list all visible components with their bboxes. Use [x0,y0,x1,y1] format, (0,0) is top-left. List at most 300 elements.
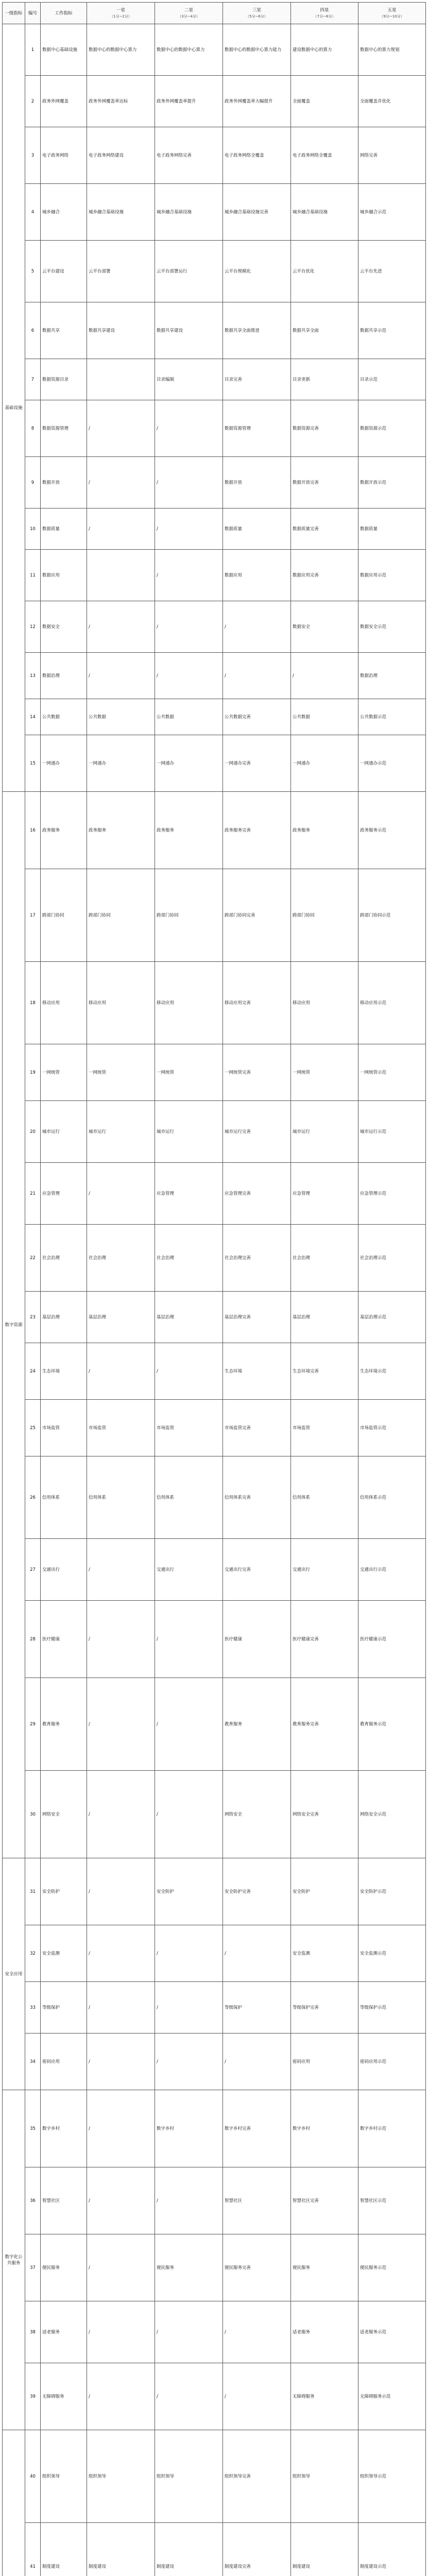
level-3-criteria: / [223,601,291,653]
level-3-criteria: / [223,2301,291,2363]
header-level-4-range: （7分~8分） [313,14,336,19]
task-name: 数据应用 [41,550,87,601]
level-4-criteria: 市场监管 [291,1400,358,1456]
level-4-criteria: 跨部门协同 [291,869,358,962]
level-1-criteria: 制度建设 [87,2523,155,2576]
header-row [3,3,426,24]
table-row [3,509,426,550]
level-4-criteria: 数据共享全面 [291,302,358,359]
level-3-criteria: 基层治理完善 [223,1292,291,1343]
header-level-5-name: 五星 [387,7,397,13]
level-4-criteria: 数据质量完善 [291,509,358,550]
level-2-criteria: 云平台部署运行 [155,241,223,302]
row-number: 10 [25,509,41,550]
level-1-criteria: / [87,400,155,457]
table-row [3,2167,426,2234]
level-1-criteria: / [87,601,155,653]
table-row [3,184,426,241]
level-1-criteria [87,550,155,601]
level-5-criteria: 全面覆盖并优化 [358,76,426,127]
table-row [3,1456,426,1539]
level-1-criteria: 城市运行 [87,1101,155,1163]
table-row [3,2234,426,2301]
level-4-criteria: 应急管理 [291,1163,358,1225]
table-row [3,1601,426,1678]
header-task: 工作指标 [41,3,87,24]
task-name: 制度建设 [41,2523,87,2576]
level-1-criteria: 公共数据 [87,699,155,735]
level-2-criteria: / [155,1982,223,2033]
row-number: 19 [25,1044,41,1101]
level-3-criteria: 数据中心的数据中心算力能力 [223,24,291,76]
row-number: 26 [25,1456,41,1539]
row-number: 8 [25,400,41,457]
header-level-3 [223,3,291,24]
level-3-criteria: 安全防护完善 [223,1858,291,1925]
row-number: 22 [25,1225,41,1292]
level-5-criteria: 安全监测示范 [358,1925,426,1982]
header-number: 编号 [25,3,41,24]
level-5-criteria: 城乡融合示范 [358,184,426,241]
level-1-criteria: 移动应用 [87,962,155,1044]
task-name: 城市运行 [41,1101,87,1163]
table-row [3,653,426,699]
level-5-criteria: 数据治理 [358,653,426,699]
level-2-criteria: 公共数据 [155,699,223,735]
level-3-criteria: 数字乡村完善 [223,2090,291,2167]
table-row [3,457,426,509]
level-1-criteria: / [87,1539,155,1601]
level-1-criteria: / [87,1678,155,1771]
task-name: 应急管理 [41,1163,87,1225]
task-name: 交通出行 [41,1539,87,1601]
task-name: 生态环境 [41,1343,87,1400]
level-2-criteria: / [155,2033,223,2090]
table-row [3,1292,426,1343]
level-2-criteria: 应急管理 [155,1163,223,1225]
level-1-criteria: 数据共享建设 [87,302,155,359]
level-2-criteria: 交通出行 [155,1539,223,1601]
level-4-criteria: 组织领导 [291,2430,358,2523]
level-5-criteria: 一网统管示范 [358,1044,426,1101]
table-row [3,1925,426,1982]
level-4-criteria: 智慧社区完善 [291,2167,358,2234]
table-row [3,76,426,127]
level-1-criteria: / [87,509,155,550]
level-1-criteria: 社会治理 [87,1225,155,1292]
table-row [3,1044,426,1101]
row-number: 17 [25,869,41,962]
level-1-criteria: 电子政务网络建设 [87,127,155,184]
level-4-criteria: 建设数据中心的算力 [291,24,358,76]
level-3-criteria: 政务服务完善 [223,792,291,869]
level-1-criteria: / [87,2090,155,2167]
level-2-criteria: / [155,509,223,550]
level-5-criteria: 一网通办示范 [358,735,426,792]
level-4-criteria: 数据安全 [291,601,358,653]
level-5-criteria: 无障碍服务示范 [358,2363,426,2430]
task-name: 数据安全 [41,601,87,653]
level-5-criteria: 智慧社区示范 [358,2167,426,2234]
task-name: 跨部门协同 [41,869,87,962]
level-1-criteria: 一网统管 [87,1044,155,1101]
level-1-criteria: / [87,2234,155,2301]
level-4-criteria: 政务服务 [291,792,358,869]
level-2-criteria: / [155,2301,223,2363]
table-row [3,1343,426,1400]
task-name: 电子政务网络 [41,127,87,184]
level-3-criteria: 一网通办完善 [223,735,291,792]
level-3-criteria: / [223,2363,291,2430]
category-cell: 数字资源 [3,792,25,1858]
level-1-criteria: 一网通办 [87,735,155,792]
row-number: 14 [25,699,41,735]
level-2-criteria: 政务外网覆盖率提升 [155,76,223,127]
level-2-criteria: 目录编制 [155,359,223,400]
level-1-criteria: 信用体系 [87,1456,155,1539]
task-name: 无障碍服务 [41,2363,87,2430]
table-row [3,792,426,869]
level-1-criteria: 基层治理 [87,1292,155,1343]
level-5-criteria: 信用体系示范 [358,1456,426,1539]
level-2-criteria: / [155,550,223,601]
table-row [3,735,426,792]
level-1-criteria: 城乡融合基础设施 [87,184,155,241]
level-1-criteria: / [87,2301,155,2363]
level-5-criteria: 制度建设示范 [358,2523,426,2576]
table-row [3,1771,426,1858]
row-number: 11 [25,550,41,601]
header-level-1 [87,3,155,24]
level-2-criteria: 电子政务网络完善 [155,127,223,184]
level-5-criteria: 教育服务示范 [358,1678,426,1771]
level-1-criteria: 跨部门协同 [87,869,155,962]
level-4-criteria: 密码应用 [291,2033,358,2090]
task-name: 基层治理 [41,1292,87,1343]
level-1-criteria: / [87,1163,155,1225]
table-row [3,2090,426,2167]
level-2-criteria: 数据中心的数据中心算力 [155,24,223,76]
level-2-criteria: 数字乡村 [155,2090,223,2167]
level-5-criteria: 跨部门协同示范 [358,869,426,962]
level-1-criteria: / [87,2363,155,2430]
category-cell: 安全应用 [3,1858,25,2090]
level-2-criteria: / [155,653,223,699]
row-number: 32 [25,1925,41,1982]
level-2-criteria: / [155,1678,223,1771]
level-2-criteria: 政务服务 [155,792,223,869]
level-3-criteria: 政务外网覆盖率大幅提升 [223,76,291,127]
level-1-criteria: 组织领导 [87,2430,155,2523]
task-name: 社会治理 [41,1225,87,1292]
level-2-criteria: 市场监管 [155,1400,223,1456]
level-5-criteria: 云平台先进 [358,241,426,302]
row-number: 33 [25,1982,41,2033]
row-number: 13 [25,653,41,699]
table-body [3,24,426,2576]
row-number: 27 [25,1539,41,1601]
level-3-criteria: 数据开放 [223,457,291,509]
table-row [3,2301,426,2363]
level-4-criteria: / [291,653,358,699]
table-row [3,2363,426,2430]
category-cell: 基础设施 [3,24,25,792]
level-3-criteria: 城市运行完善 [223,1101,291,1163]
row-number: 38 [25,2301,41,2363]
level-5-criteria: 安全防护示范 [358,1858,426,1925]
task-name: 数据治理 [41,653,87,699]
table-row [3,601,426,653]
task-name: 政务外网覆盖 [41,76,87,127]
row-number: 31 [25,1858,41,1925]
header-level-3-range: （5分~6分） [246,14,268,19]
level-2-criteria: / [155,400,223,457]
level-1-criteria: / [87,457,155,509]
level-4-criteria: 云平台优化 [291,241,358,302]
level-1-criteria: / [87,2167,155,2234]
task-name: 安全防护 [41,1858,87,1925]
level-2-criteria: 数据共享建设 [155,302,223,359]
task-name: 一网统管 [41,1044,87,1101]
level-2-criteria: / [155,1601,223,1678]
level-1-criteria: 云平台部署 [87,241,155,302]
level-4-criteria: 城市运行 [291,1101,358,1163]
level-1-criteria: / [87,1771,155,1858]
level-5-criteria: 数据共享示范 [358,302,426,359]
evaluation-table [2,2,426,2576]
header-level-2 [155,3,223,24]
task-name: 市场监管 [41,1400,87,1456]
level-3-criteria: / [223,1925,291,1982]
level-2-criteria: 制度建设 [155,2523,223,2576]
level-3-criteria: 目录完善 [223,359,291,400]
level-5-criteria: 公共数据示范 [358,699,426,735]
level-5-criteria: 移动应用示范 [358,962,426,1044]
row-number: 39 [25,2363,41,2430]
task-name: 公共数据 [41,699,87,735]
level-5-criteria: 等级保护示范 [358,1982,426,2033]
table-row [3,2430,426,2523]
row-number: 23 [25,1292,41,1343]
level-4-criteria: 交通出行 [291,1539,358,1601]
task-name: 网络安全 [41,1771,87,1858]
level-5-criteria: 政务服务示范 [358,792,426,869]
level-2-criteria: 便民服务 [155,2234,223,2301]
row-number: 12 [25,601,41,653]
header-level-3-name: 三星 [252,7,261,13]
level-2-criteria: / [155,1771,223,1858]
level-5-criteria: 市场监管示范 [358,1400,426,1456]
level-3-criteria: 数据质量 [223,509,291,550]
level-2-criteria: / [155,1925,223,1982]
table-row [3,241,426,302]
row-number: 5 [25,241,41,302]
header-category: 一级指标 [3,3,25,24]
level-2-criteria: 基层治理 [155,1292,223,1343]
level-4-criteria: 全面覆盖 [291,76,358,127]
level-4-criteria: 数据开放完善 [291,457,358,509]
header-level-5-range: （9分~10分） [380,14,404,19]
table-row [3,24,426,76]
level-1-criteria: / [87,1601,155,1678]
row-number: 35 [25,2090,41,2167]
level-3-criteria: 交通出行完善 [223,1539,291,1601]
row-number: 16 [25,792,41,869]
row-number: 6 [25,302,41,359]
task-name: 教育服务 [41,1678,87,1771]
row-number: 1 [25,24,41,76]
level-5-criteria: 组织领导示范 [358,2430,426,2523]
header-level-1-range: （1分~2分） [110,14,132,19]
level-3-criteria: 电子政务网络全覆盖 [223,127,291,184]
level-4-criteria: 移动应用 [291,962,358,1044]
level-4-criteria: 一网统管 [291,1044,358,1101]
row-number: 34 [25,2033,41,2090]
level-3-criteria: 应急管理完善 [223,1163,291,1225]
row-number: 18 [25,962,41,1044]
row-number: 15 [25,735,41,792]
level-3-criteria: 市场监管完善 [223,1400,291,1456]
level-2-criteria: / [155,2167,223,2234]
level-4-criteria: 公共数据 [291,699,358,735]
level-3-criteria: / [223,653,291,699]
level-5-criteria: 网络完善 [358,127,426,184]
level-3-criteria: 组织领导完善 [223,2430,291,2523]
level-1-criteria: 政务外网覆盖率达标 [87,76,155,127]
level-1-criteria: / [87,1982,155,2033]
level-5-criteria: 数字乡村示范 [358,2090,426,2167]
level-5-criteria: 生态环境示范 [358,1343,426,1400]
row-number: 3 [25,127,41,184]
level-4-criteria: 安全监测 [291,1925,358,1982]
level-4-criteria: 无障碍服务 [291,2363,358,2430]
table-row [3,2523,426,2576]
task-name: 政务服务 [41,792,87,869]
level-3-criteria: 一网统管完善 [223,1044,291,1101]
level-2-criteria: 移动应用 [155,962,223,1044]
header-level-4-name: 四星 [320,7,329,13]
row-number: 21 [25,1163,41,1225]
row-number: 20 [25,1101,41,1163]
row-number: 9 [25,457,41,509]
level-5-criteria: 适老服务示范 [358,2301,426,2363]
level-4-criteria: 基层治理 [291,1292,358,1343]
header-level-2-name: 二星 [184,7,193,13]
level-3-criteria: 数据应用 [223,550,291,601]
task-name: 便民服务 [41,2234,87,2301]
task-name: 数据质量 [41,509,87,550]
level-1-criteria: / [87,1858,155,1925]
level-4-criteria: 电子政务网络全覆盖 [291,127,358,184]
task-name: 组织领导 [41,2430,87,2523]
task-name: 智慧社区 [41,2167,87,2234]
level-5-criteria: 网络安全示范 [358,1771,426,1858]
level-5-criteria: 数据质量 [358,509,426,550]
table-row [3,550,426,601]
level-5-criteria: 应急管理示范 [358,1163,426,1225]
level-1-criteria: / [87,2033,155,2090]
table-row [3,302,426,359]
level-1-criteria: / [87,653,155,699]
row-number: 2 [25,76,41,127]
level-5-criteria: 便民服务示范 [358,2234,426,2301]
level-3-criteria: 云平台规模化 [223,241,291,302]
category-cell [3,2430,25,2576]
table-row [3,869,426,962]
task-name: 适老服务 [41,2301,87,2363]
header-level-2-range: （3分~4分） [178,14,200,19]
level-2-criteria: 一网统管 [155,1044,223,1101]
task-name: 密码应用 [41,2033,87,2090]
level-3-criteria: 社会治理完善 [223,1225,291,1292]
level-2-criteria: / [155,457,223,509]
level-2-criteria: / [155,1343,223,1400]
level-4-criteria: 社会治理 [291,1225,358,1292]
level-2-criteria: / [155,601,223,653]
table-row [3,962,426,1044]
task-name: 医疗健康 [41,1601,87,1678]
level-2-criteria: 信用体系 [155,1456,223,1539]
level-5-criteria: 目录示范 [358,359,426,400]
level-5-criteria: 社会治理示范 [358,1225,426,1292]
level-5-criteria: 密码应用示范 [358,2033,426,2090]
task-name: 数据共享 [41,302,87,359]
level-1-criteria: 政务服务 [87,792,155,869]
header-level-4 [291,3,358,24]
row-number: 30 [25,1771,41,1858]
header-level-5 [358,3,426,24]
table-row [3,1678,426,1771]
level-4-criteria: 制度建设 [291,2523,358,2576]
table-row [3,1858,426,1925]
level-3-criteria: 移动应用完善 [223,962,291,1044]
level-5-criteria: 交通出行示范 [358,1539,426,1601]
level-1-criteria: / [87,1343,155,1400]
level-1-criteria: 市场监管 [87,1400,155,1456]
row-number: 4 [25,184,41,241]
table-row [3,359,426,400]
task-name: 移动应用 [41,962,87,1044]
task-name: 安全监测 [41,1925,87,1982]
level-3-criteria: 网络安全 [223,1771,291,1858]
level-4-criteria: 数字乡村 [291,2090,358,2167]
level-3-criteria: 智慧社区 [223,2167,291,2234]
table-row [3,1163,426,1225]
level-4-criteria: 医疗健康完善 [291,1601,358,1678]
table-row [3,1101,426,1163]
level-4-criteria: 便民服务 [291,2234,358,2301]
level-5-criteria: 数据安全示范 [358,601,426,653]
table-row [3,2033,426,2090]
row-number: 25 [25,1400,41,1456]
level-3-criteria: 等级保护 [223,1982,291,2033]
task-name: 数据中心基础设施 [41,24,87,76]
task-name: 数据开放 [41,457,87,509]
level-3-criteria: 跨部门协同完善 [223,869,291,962]
level-5-criteria: 医疗健康示范 [358,1601,426,1678]
level-4-criteria: 生态环境完善 [291,1343,358,1400]
level-4-criteria: 等级保护完善 [291,1982,358,2033]
level-3-criteria: 医疗健康 [223,1601,291,1678]
level-2-criteria: 组织领导 [155,2430,223,2523]
task-name: 数据资源管理 [41,400,87,457]
level-1-criteria [87,359,155,400]
level-4-criteria: 数据资源完善 [291,400,358,457]
level-4-criteria: 数据应用完善 [291,550,358,601]
level-3-criteria: 生态环境 [223,1343,291,1400]
task-name: 信用体系 [41,1456,87,1539]
level-3-criteria: 信用体系完善 [223,1456,291,1539]
